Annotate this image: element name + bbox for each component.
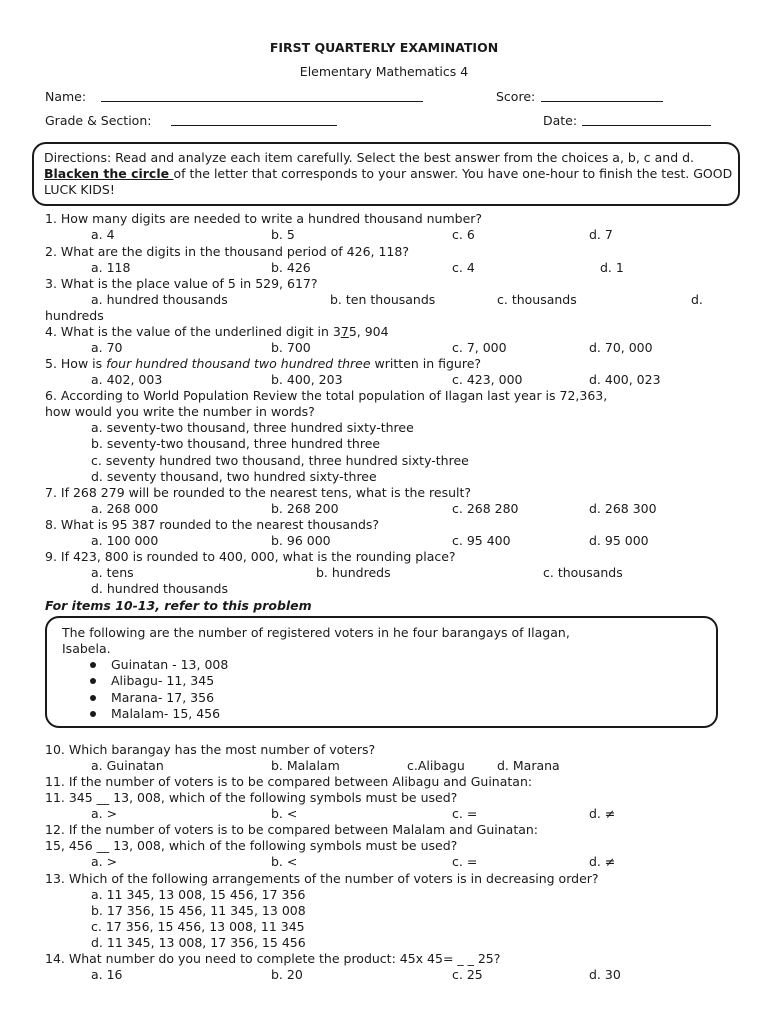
directions-prefix: Directions: Read and analyze each item carefully. Select the best answer from the choices a, b, c and d.	[44, 150, 695, 165]
score-field[interactable]	[541, 89, 663, 102]
question-4-option-c[interactable]: c. 7, 000	[452, 340, 507, 355]
question-7-option-d[interactable]: d. 268 300	[589, 501, 657, 516]
question-13-stem: 13. Which of the following arrangements of the number of voters is in decreasing order?	[45, 871, 599, 886]
question-11-stem-line2: 11. 345 __ 13, 008, which of the following symbols must be used?	[45, 790, 458, 805]
question-13-option-a[interactable]: a. 11 345, 13 008, 15 456, 17 356	[91, 887, 306, 902]
exam-subtitle: Elementary Mathematics 4	[299, 64, 469, 79]
question-12-stem-line2: 15, 456 __ 13, 008, which of the following symbols must be used?	[45, 838, 458, 853]
exam-title: FIRST QUARTERLY EXAMINATION	[269, 40, 499, 55]
question-9-option-d[interactable]: d. hundred thousands	[91, 581, 228, 596]
question-5-stem-post: written in figure?	[370, 356, 482, 371]
question-9-option-a[interactable]: a. tens	[91, 565, 134, 580]
question-11-option-c[interactable]: c. =	[452, 806, 478, 821]
question-9-stem: 9. If 423, 800 is rounded to 400, 000, what is the rounding place?	[45, 549, 456, 564]
question-3-option-d-text: hundreds	[45, 308, 104, 323]
question-8-stem: 8. What is 95 387 rounded to the nearest thousands?	[45, 517, 380, 532]
voter-item-alibagu: Alibagu- 11, 345	[111, 673, 215, 688]
question-9-option-c[interactable]: c. thousands	[543, 565, 623, 580]
question-4-stem-pre: 4. What is the value of the underlined digit in 3	[45, 324, 341, 339]
name-field[interactable]	[101, 89, 423, 102]
question-4-option-d[interactable]: d. 70, 000	[589, 340, 653, 355]
voter-item-malalam: Malalam- 15, 456	[111, 706, 221, 721]
question-1-option-d[interactable]: d. 7	[589, 227, 613, 242]
question-4-option-a[interactable]: a. 70	[91, 340, 123, 355]
question-4-stem	[45, 324, 389, 340]
question-5-option-c[interactable]: c. 423, 000	[452, 372, 523, 387]
bullet-icon	[90, 711, 96, 717]
question-12-option-a[interactable]: a. >	[91, 854, 118, 869]
date-label: Date:	[543, 113, 578, 128]
question-5-option-a[interactable]: a. 402, 003	[91, 372, 163, 387]
question-12-option-d[interactable]: d. ≠	[589, 854, 616, 869]
question-4-underlined-digit: 7	[340, 324, 349, 339]
question-7-option-b[interactable]: b. 268 200	[271, 501, 339, 516]
question-6-option-a[interactable]: a. seventy-two thousand, three hundred sixty-three	[91, 420, 414, 435]
question-8-option-d[interactable]: d. 95 000	[589, 533, 649, 548]
question-2-option-a[interactable]: a. 118	[91, 260, 131, 275]
question-1-option-c[interactable]: c. 6	[452, 227, 475, 242]
bullet-icon	[90, 662, 96, 668]
question-5-stem-pre: 5. How is	[45, 356, 107, 371]
problem-note: For items 10-13, refer to this problem	[45, 598, 312, 613]
question-2-stem: 2. What are the digits in the thousand period of 426, 118?	[45, 244, 409, 259]
question-6-option-d[interactable]: d. seventy thousand, two hundred sixty-three	[91, 469, 377, 484]
question-9-option-b[interactable]: b. hundreds	[316, 565, 391, 580]
question-6-option-b[interactable]: b. seventy-two thousand, three hundred three	[91, 436, 381, 451]
question-1-stem: 1. How many digits are needed to write a hundred thousand number?	[45, 211, 483, 226]
question-12-stem-line1: 12. If the number of voters is to be compared between Malalam and Guinatan:	[45, 822, 539, 837]
question-7-stem: 7. If 268 279 will be rounded to the nearest tens, what is the result?	[45, 485, 472, 500]
question-4-stem-post: 5, 904	[348, 324, 389, 339]
question-2-option-d[interactable]: d. 1	[600, 260, 624, 275]
question-6-stem-line2: how would you write the number in words?	[45, 404, 315, 419]
question-5-option-b[interactable]: b. 400, 203	[271, 372, 343, 387]
problem-intro-line2: Isabela.	[62, 641, 111, 656]
question-13-option-d[interactable]: d. 11 345, 13 008, 17 356, 15 456	[91, 935, 306, 950]
question-5-stem	[45, 356, 481, 372]
question-14-option-b[interactable]: b. 20	[271, 967, 303, 982]
bullet-icon	[90, 678, 96, 684]
question-11-option-d[interactable]: d. ≠	[589, 806, 616, 821]
question-14-option-a[interactable]: a. 16	[91, 967, 123, 982]
question-11-option-a[interactable]: a. >	[91, 806, 118, 821]
question-7-option-c[interactable]: c. 268 280	[452, 501, 519, 516]
question-3-option-a[interactable]: a. hundred thousands	[91, 292, 228, 307]
question-5-stem-italic: four hundred thousand two hundred three	[106, 356, 371, 371]
question-14-stem: 14. What number do you need to complete the product: 45x 45= _ _ 25?	[45, 951, 501, 966]
directions-text	[44, 150, 734, 198]
question-10-option-b[interactable]: b. Malalam	[271, 758, 340, 773]
question-5-option-d[interactable]: d. 400, 023	[589, 372, 661, 387]
question-6-option-c[interactable]: c. seventy hundred two thousand, three hundred sixty-three	[91, 453, 469, 468]
question-1-option-a[interactable]: a. 4	[91, 227, 115, 242]
grade-section-label: Grade & Section:	[45, 113, 152, 128]
question-13-option-c[interactable]: c. 17 356, 15 456, 13 008, 11 345	[91, 919, 305, 934]
question-3-stem: 3. What is the place value of 5 in 529, 617?	[45, 276, 318, 291]
question-13-option-b[interactable]: b. 17 356, 15 456, 11 345, 13 008	[91, 903, 306, 918]
problem-intro-line1: The following are the number of registered voters in he four barangays of Ilagan,	[62, 625, 570, 640]
question-12-option-c[interactable]: c. =	[452, 854, 478, 869]
question-11-stem-line1: 11. If the number of voters is to be compared between Alibagu and Guinatan:	[45, 774, 533, 789]
question-10-option-c[interactable]: c.Alibagu	[407, 758, 465, 773]
voter-item-marana: Marana- 17, 356	[111, 690, 215, 705]
question-8-option-b[interactable]: b. 96 000	[271, 533, 331, 548]
question-3-option-d[interactable]: d.	[691, 292, 703, 307]
question-8-option-c[interactable]: c. 95 400	[452, 533, 511, 548]
question-6-stem-line1: 6. According to World Population Review the total population of Ilagan last year is 72,363,	[45, 388, 608, 403]
directions-suffix: of the letter that corresponds to your answer. You have one-hour to finish the test. GOOD LUCK KIDS!	[44, 166, 733, 197]
question-1-option-b[interactable]: b. 5	[271, 227, 295, 242]
question-7-option-a[interactable]: a. 268 000	[91, 501, 159, 516]
score-label: Score:	[496, 89, 536, 104]
name-label: Name:	[45, 89, 87, 104]
directions-emphasis: Blacken the circle	[44, 166, 174, 181]
bullet-icon	[90, 695, 96, 701]
grade-section-field[interactable]	[171, 113, 337, 126]
question-10-option-a[interactable]: a. Guinatan	[91, 758, 164, 773]
date-field[interactable]	[582, 113, 711, 126]
question-12-option-b[interactable]: b. <	[271, 854, 298, 869]
question-10-option-d[interactable]: d. Marana	[497, 758, 560, 773]
voter-item-guinatan: Guinatan - 13, 008	[111, 657, 229, 672]
question-3-option-b[interactable]: b. ten thousands	[330, 292, 436, 307]
question-2-option-c[interactable]: c. 4	[452, 260, 475, 275]
question-10-stem: 10. Which barangay has the most number of voters?	[45, 742, 376, 757]
question-4-option-b[interactable]: b. 700	[271, 340, 311, 355]
question-14-option-c[interactable]: c. 25	[452, 967, 483, 982]
question-11-option-b[interactable]: b. <	[271, 806, 298, 821]
question-8-option-a[interactable]: a. 100 000	[91, 533, 159, 548]
question-14-option-d[interactable]: d. 30	[589, 967, 621, 982]
question-3-option-c[interactable]: c. thousands	[497, 292, 577, 307]
question-2-option-b[interactable]: b. 426	[271, 260, 311, 275]
